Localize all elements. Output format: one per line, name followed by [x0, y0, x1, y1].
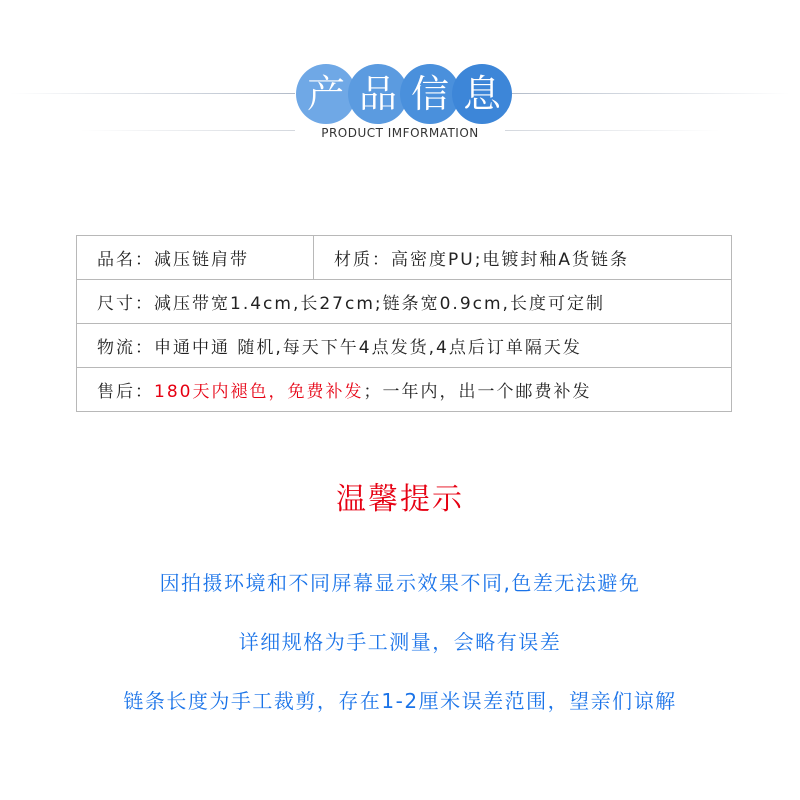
- table-row: [77, 324, 732, 368]
- table-row: [77, 236, 732, 280]
- title-badge: 品: [348, 64, 408, 124]
- size-cell: 尺寸：减压带宽1.4cm,长27cm;链条宽0.9cm,长度可定制: [77, 280, 732, 324]
- title-badge: 产: [296, 64, 356, 124]
- tip-line: 链条长度为手工裁剪，存在1-2厘米误差范围，望亲们谅解: [123, 689, 677, 713]
- table-row: [77, 368, 732, 412]
- aftersale-cell: [77, 368, 732, 412]
- title-badge: 息: [452, 64, 512, 124]
- info-table: [76, 235, 732, 412]
- aftersale-label: 售后：: [97, 382, 154, 402]
- product-name-cell: 品名：减压链肩带: [77, 236, 314, 280]
- header-divider-left: [10, 93, 295, 94]
- aftersale-highlight: 180天内褪色，免费补发: [154, 382, 364, 402]
- tip-line: 详细规格为手工测量，会略有误差: [238, 630, 562, 654]
- tips-heading: 温馨提示: [336, 482, 464, 517]
- title-badge: 信: [400, 64, 460, 124]
- table-row: [77, 280, 732, 324]
- header-divider-right: [505, 93, 790, 94]
- aftersale-rest: ；一年内，出一个邮费补发: [363, 382, 592, 402]
- subtitle-divider-right: [505, 130, 720, 131]
- logistics-cell: 物流：申通中通 随机,每天下午4点发货,4点后订单隔天发: [77, 324, 732, 368]
- tip-line: 因拍摄环境和不同屏幕显示效果不同,色差无法避免: [159, 571, 641, 595]
- section-title: [292, 64, 514, 128]
- subtitle-divider-left: [80, 130, 295, 131]
- material-cell: 材质：高密度PU;电镀封釉A货链条: [314, 236, 732, 280]
- section-subtitle: PRODUCT IMFORMATION: [321, 126, 479, 140]
